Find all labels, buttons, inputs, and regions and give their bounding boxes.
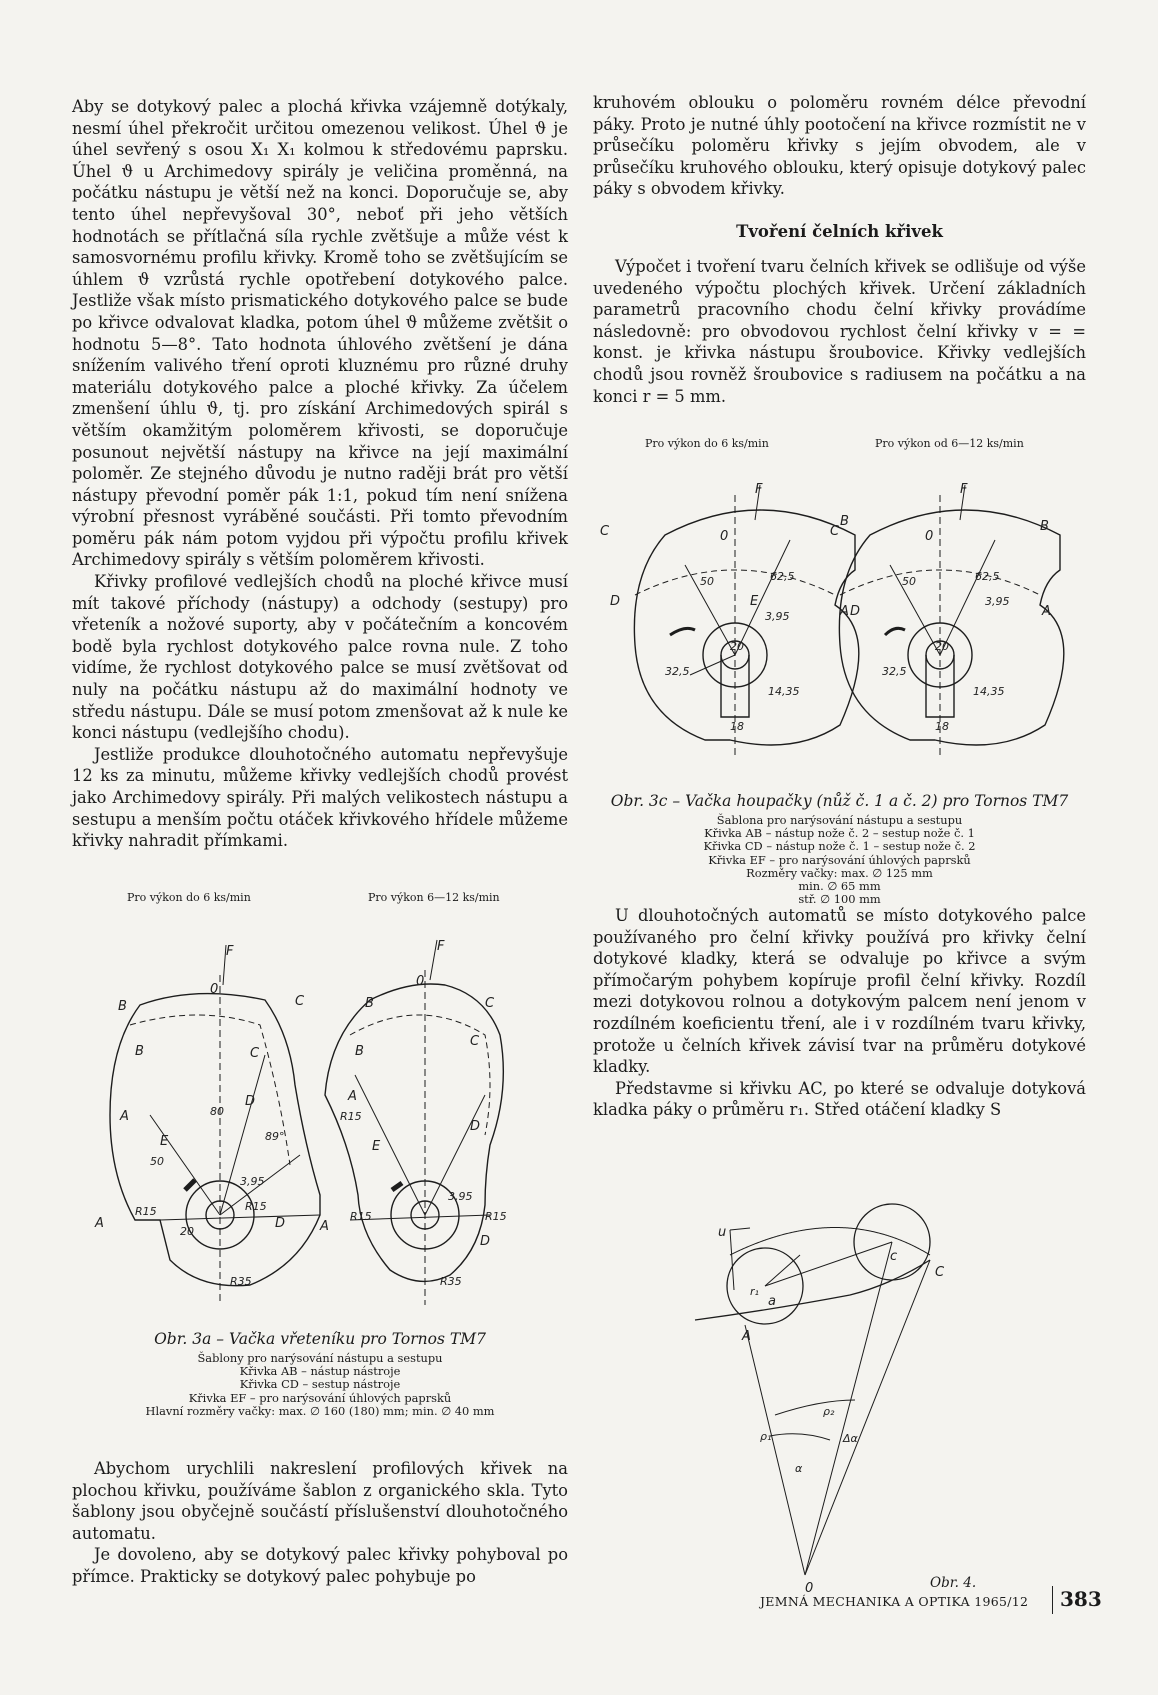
label-B: B (365, 996, 374, 1011)
caption-line: Křivka AB – nástup nože č. 2 – sestup nože č. 1 (704, 826, 975, 841)
right-column-top (593, 92, 1086, 200)
fig3a-title: Obr. 3a – Vačka vřeteníku pro Tornos TM7 (154, 1330, 486, 1348)
fig3a-label-right: Pro výkon 6—12 ks/min (368, 891, 500, 904)
paragraph: Jestliže produkce dlouhotočného automatu nepřevyšuje 12 ks za minutu, můžeme křivky vedlejších chodů provést jako Archimedovy spirály. Při malých velikostech nástupu a sestupu a menším počtu otáček křivkového hřídele můžeme křivky nahradit přímkami. (72, 744, 568, 851)
section-heading: Tvoření čelních křivek (736, 222, 943, 241)
label-E: E (160, 1134, 169, 1149)
caption-line: Hlavní rozměry vačky: max. ∅ 160 (180) mm; min. ∅ 40 mm (145, 1403, 495, 1418)
dim-32-5: 32,5 (665, 665, 690, 678)
label-C: C (600, 524, 610, 539)
dim-62-5: 62,5 (975, 570, 1000, 583)
dim-14-35: 14,35 (768, 685, 800, 698)
fig3c-label-left: Pro výkon do 6 ks/min (645, 437, 769, 450)
label-A: A (742, 1329, 751, 1344)
caption-line: stř. ∅ 100 mm (798, 892, 881, 907)
label-u: u (718, 1225, 727, 1240)
label-B: B (118, 999, 127, 1014)
label-0: 0 (210, 982, 219, 997)
fig3c-caption (593, 792, 1086, 906)
fig3c-label-right: Pro výkon od 6—12 ks/min (875, 437, 1024, 450)
dim-R35: R35 (230, 1275, 252, 1288)
dim-80: 80 (210, 1105, 224, 1118)
label-B: B (355, 1044, 364, 1059)
dim-20: 20 (730, 640, 744, 653)
fig4-drawing (690, 1200, 1020, 1600)
page-number: 383 (1060, 1587, 1102, 1611)
paragraph: Abychom urychlili nakreslení profilových křivek na plochou křivku, používáme šablon z organického skla. Tyto šablony jsou obyčejně součástí příslušenství dlouhotočného automatu. (72, 1459, 568, 1543)
left-column-top (72, 96, 568, 852)
paragraph: Představme si křivku AC, po které se odvaluje dotyková kladka páky o průměru r₁. Střed otáčení kladky S (593, 1078, 1086, 1120)
label-B: B (135, 1044, 144, 1059)
label-rho2: ρ₂ (823, 1405, 835, 1418)
paragraph: Výpočet i tvoření tvaru čelních křivek se odlišuje od výše uvedeného výpočtu plochých křivek. Určení základních parametrů pracovního chodu čelní křivky provádíme následovně: pro obvodovou rychlost čelní křivky v = = konst. je křivka nástupu šroubovice. Křivky vedlejších chodů jsou rovněž šroubovice s radiusem na počátku a na konci r = 5 mm. (593, 257, 1086, 406)
label-delta-alpha: Δα (843, 1432, 858, 1445)
dim-R35: R35 (440, 1275, 462, 1288)
caption-line: Šablony pro narýsování nástupu a sestupu (197, 1351, 443, 1365)
label-F: F (960, 482, 968, 497)
label-r1: r₁ (750, 1285, 759, 1298)
label-E: E (372, 1139, 381, 1154)
label-0: 0 (925, 529, 934, 544)
label-alpha: α (795, 1462, 803, 1475)
label-A: A (840, 604, 849, 619)
caption-line: Křivka EF – pro narýsování úhlových paprsků (188, 1390, 452, 1405)
dim-62-5: 62,5 (770, 570, 795, 583)
caption-line: Křivka EF – pro narýsování úhlových paprsků (708, 852, 971, 867)
label-rho1: ρ₁ (760, 1430, 772, 1443)
label-A: A (348, 1089, 357, 1104)
label-A: A (320, 1219, 329, 1234)
dim-3-95: 3,95 (765, 610, 790, 623)
dim-3-95: 3,95 (448, 1190, 473, 1203)
label-0: 0 (805, 1581, 814, 1596)
caption-line: min. ∅ 65 mm (798, 879, 881, 894)
label-A: A (95, 1216, 104, 1231)
dim-18: 18 (935, 720, 949, 733)
dim-3-95: 3,95 (985, 595, 1010, 608)
label-D: D (610, 594, 621, 609)
dim-R15: R15 (245, 1200, 267, 1213)
label-B: B (840, 514, 849, 529)
label-D: D (245, 1094, 256, 1109)
dim-20: 20 (180, 1225, 194, 1238)
dim-14-35: 14,35 (973, 685, 1005, 698)
dim-R15: R15 (485, 1210, 507, 1223)
fig3a-label-left: Pro výkon do 6 ks/min (127, 891, 251, 904)
label-E: E (750, 594, 759, 609)
label-C: C (935, 1265, 945, 1280)
dim-50: 50 (700, 575, 714, 588)
caption-line: Křivka CD – nástup nože č. 1 – sestup nože č. 2 (703, 839, 976, 854)
label-C: C (470, 1034, 480, 1049)
label-F: F (755, 482, 763, 497)
label-0: 0 (720, 529, 729, 544)
fig3c-drawing (590, 455, 1090, 785)
fig3c-title: Obr. 3c – Vačka houpačky (nůž č. 1 a č. 2) pro Tornos TM7 (610, 792, 1069, 810)
label-a: a (768, 1294, 776, 1309)
paragraph: kruhovém oblouku o poloměru rovném délce převodní páky. Proto je nutné úhly pootočení na křivce rozmístit ne v průsečíku poloměru křivky s jejím obvodem, ale v průsečíku kruhového oblouku, který opisuje dotykový palec páky s obvodem křivky. (593, 93, 1086, 199)
paragraph: U dlouhotočných automatů se místo dotykového palce používaného pro čelní křivky používá pro křivky čelní dotykové kladky, která se odvaluje po křivce a svým přímočarým pohybem kopíruje profil čelní křivky. Rozdíl mezi dotykovou rolnou a dotykovým palcem není jenom v rozdílném koeficientu tření, ale i v rozdílném tvaru křivky, protože u čelních křivek závisí tvar na průměru dotykové kladky. (593, 906, 1086, 1077)
caption-line: Šablona pro narýsování nástupu a sestupu (716, 813, 963, 827)
dim-R15: R15 (340, 1110, 362, 1123)
caption-line: Křivka CD – sestup nástroje (239, 1377, 401, 1392)
fig3a-drawing (90, 915, 560, 1315)
label-C: C (295, 994, 305, 1009)
fig3a-caption (80, 1330, 560, 1418)
dim-32-5: 32,5 (882, 665, 907, 678)
paragraph: Křivky profilové vedlejších chodů na ploché křivce musí mít takové příchody (nástupy) a odchody (sestupy) pro vřeteník a nožové suporty, aby v počátečním a koncovém bodě byla rychlost dotykového palce rovna nule. Z toho vidíme, že rychlost dotykového palce se musí zvětšovat od nuly na počátku nástupu až do maximální hodnoty ve středu nástupu. Dále se musí potom zmenšovat až k nule ke konci nástupu (vedlejšího chodu). (72, 572, 568, 743)
right-column-section (593, 256, 1086, 407)
fig4-caption: Obr. 4. (930, 1575, 977, 1591)
paragraph: Je dovoleno, aby se dotykový palec křivky pohyboval po přímce. Prakticky se dotykový palec pohybuje po (72, 1545, 568, 1586)
label-F: F (226, 944, 234, 959)
label-F: F (437, 939, 445, 954)
label-C: C (830, 524, 840, 539)
right-column-middle (593, 905, 1086, 1121)
dim-89deg: 89° (265, 1130, 285, 1143)
dim-20: 20 (935, 640, 949, 653)
label-D: D (850, 604, 861, 619)
label-0: 0 (416, 974, 425, 989)
label-D: D (275, 1216, 286, 1231)
journal-footer: JEMNÁ MECHANIKA A OPTIKA 1965/12 (760, 1594, 1029, 1609)
label-D: D (480, 1234, 491, 1249)
label-D: D (470, 1119, 481, 1134)
caption-line: Rozměry vačky: max. ∅ 125 mm (746, 865, 933, 880)
label-A: A (120, 1109, 129, 1124)
label-C: C (485, 996, 495, 1011)
dim-3-95: 3,95 (240, 1175, 265, 1188)
footer-divider (1052, 1586, 1053, 1614)
label-C: C (250, 1046, 260, 1061)
dim-50: 50 (902, 575, 916, 588)
left-column-bottom (72, 1458, 568, 1588)
label-B: B (1040, 519, 1049, 534)
paragraph: Aby se dotykový palec a plochá křivka vzájemně dotýkaly, nesmí úhel překročit určitou omezenou velikost. Úhel ϑ je úhel sevřený s osou X₁ X₁ kolmou k středovému paprsku. Úhel ϑ u Archimedovy spirály je veličina proměnná, na počátku nástupu je větší než na konci. Doporučuje se, aby tento úhel nepřevyšoval 30°, neboť při jeho větších hodnotách se přítlačná síla rychle zvětšuje a může vést k samosvornému profilu křivky. Kromě toho se zvětšujícím se úhlem ϑ vzrůstá rychle opotřebení dotykového palce. Jestliže však místo prismatického dotykového palce se bude po křivce odvalovat kladka, potom úhel ϑ můžeme zvětšit o hodnotu 5—8°. Tato hodnota úhlového zvětšení je dána snížením valivého tření oproti kluznému pro různé druhy materiálu dotykového palce a ploché křivky. Za účelem zmenšení úhlu ϑ, tj. pro získání Archimedových spirál s větším okamžitým poloměrem křivosti, se doporučuje posunout největší nástupy na křivce na její maximální poloměr. Ze stejného důvodu je nutno raději brát pro větší nástupy převodní poměr pák 1:1, pokud tím není snížena výrobní přesnost vyráběné součásti. Při tomto převodním poměru pák nám potom vyjdou při výpočtu profilu křivek Archimedovy spirály s větším poloměrem křivosti. (72, 97, 568, 570)
dim-R15: R15 (350, 1210, 372, 1223)
dim-50: 50 (150, 1155, 164, 1168)
label-c: c (890, 1249, 898, 1264)
dim-18: 18 (730, 720, 744, 733)
label-A: A (1042, 604, 1051, 619)
caption-line: Křivka AB – nástup nástroje (239, 1364, 401, 1379)
dim-R15: R15 (135, 1205, 157, 1218)
